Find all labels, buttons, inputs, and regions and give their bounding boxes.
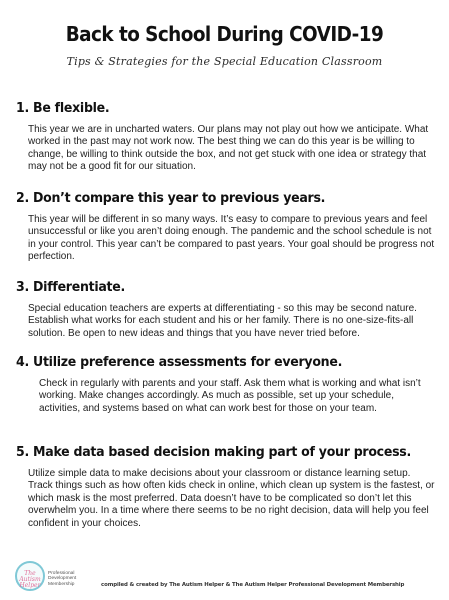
section-body: This year will be different in so many ways. It’s easy to compare to previous years and feel unsuccessful or like you aren’t doing enough. The pandemic and the school schedule is not in your control. This year can’t be compared to past years. Your goal should be progress not perfection. xyxy=(28,214,435,263)
logo-subtext: Professional Development Membership xyxy=(48,571,77,587)
section-differentiate xyxy=(16,279,436,340)
section-body: Special education teachers are experts at differentiating - so this may be second nature. Establish what works for each student and his or her family. There is no one-size-fits-all solution. Be open to new ideas and things that you have never tried before. xyxy=(28,303,417,339)
section-body: Utilize simple data to make decisions about your classroom or distance learning setup. Track things such as how often kids check in online, which clean up system is the fastest, or which mask is the most preferred. Data doesn’t have to be complicated so don’t let this overwhelm you. In a time where there seems to be no right decision, data will help you feel confident in your choices. xyxy=(28,468,435,529)
document-title: Back to School During COVID-19 xyxy=(65,22,384,46)
section-body: Check in regularly with parents and your staff. Ask them what is working and what isn’t working. Make changes accordingly. As much as possible, set up your schedule, activities, and systems based on what can work best for those on your team. xyxy=(39,378,421,414)
section-heading: 5. Make data based decision making part of your process. xyxy=(16,444,411,460)
section-heading: 4. Utilize preference assessments for everyone. xyxy=(16,354,343,370)
logo-text: The Autism Helper xyxy=(19,570,41,589)
document-subtitle: Tips & Strategies for the Special Education Classroom xyxy=(66,55,383,68)
autism-helper-logo xyxy=(15,561,45,591)
section-heading: 1. Be flexible. xyxy=(16,100,110,116)
footer xyxy=(0,555,449,600)
section-be-flexible xyxy=(16,100,436,174)
section-heading: 3. Differentiate. xyxy=(16,279,126,295)
section-data-based-decisions xyxy=(16,444,436,530)
credit-line: compiled & created by The Autism Helper & The Autism Helper Professional Development Membership xyxy=(101,582,405,588)
section-body: This year we are in uncharted waters. Our plans may not play out how we anticipate. What worked in the past may not work now. The best thing we can do this year is be willing to change, be willing to think outside the box, and not get stuck with one idea or strategy that may not be a good fit for our situation. xyxy=(28,124,429,173)
section-heading: 2. Don’t compare this year to previous years. xyxy=(16,190,326,206)
section-preference-assessments xyxy=(16,354,436,415)
section-dont-compare xyxy=(16,190,436,264)
